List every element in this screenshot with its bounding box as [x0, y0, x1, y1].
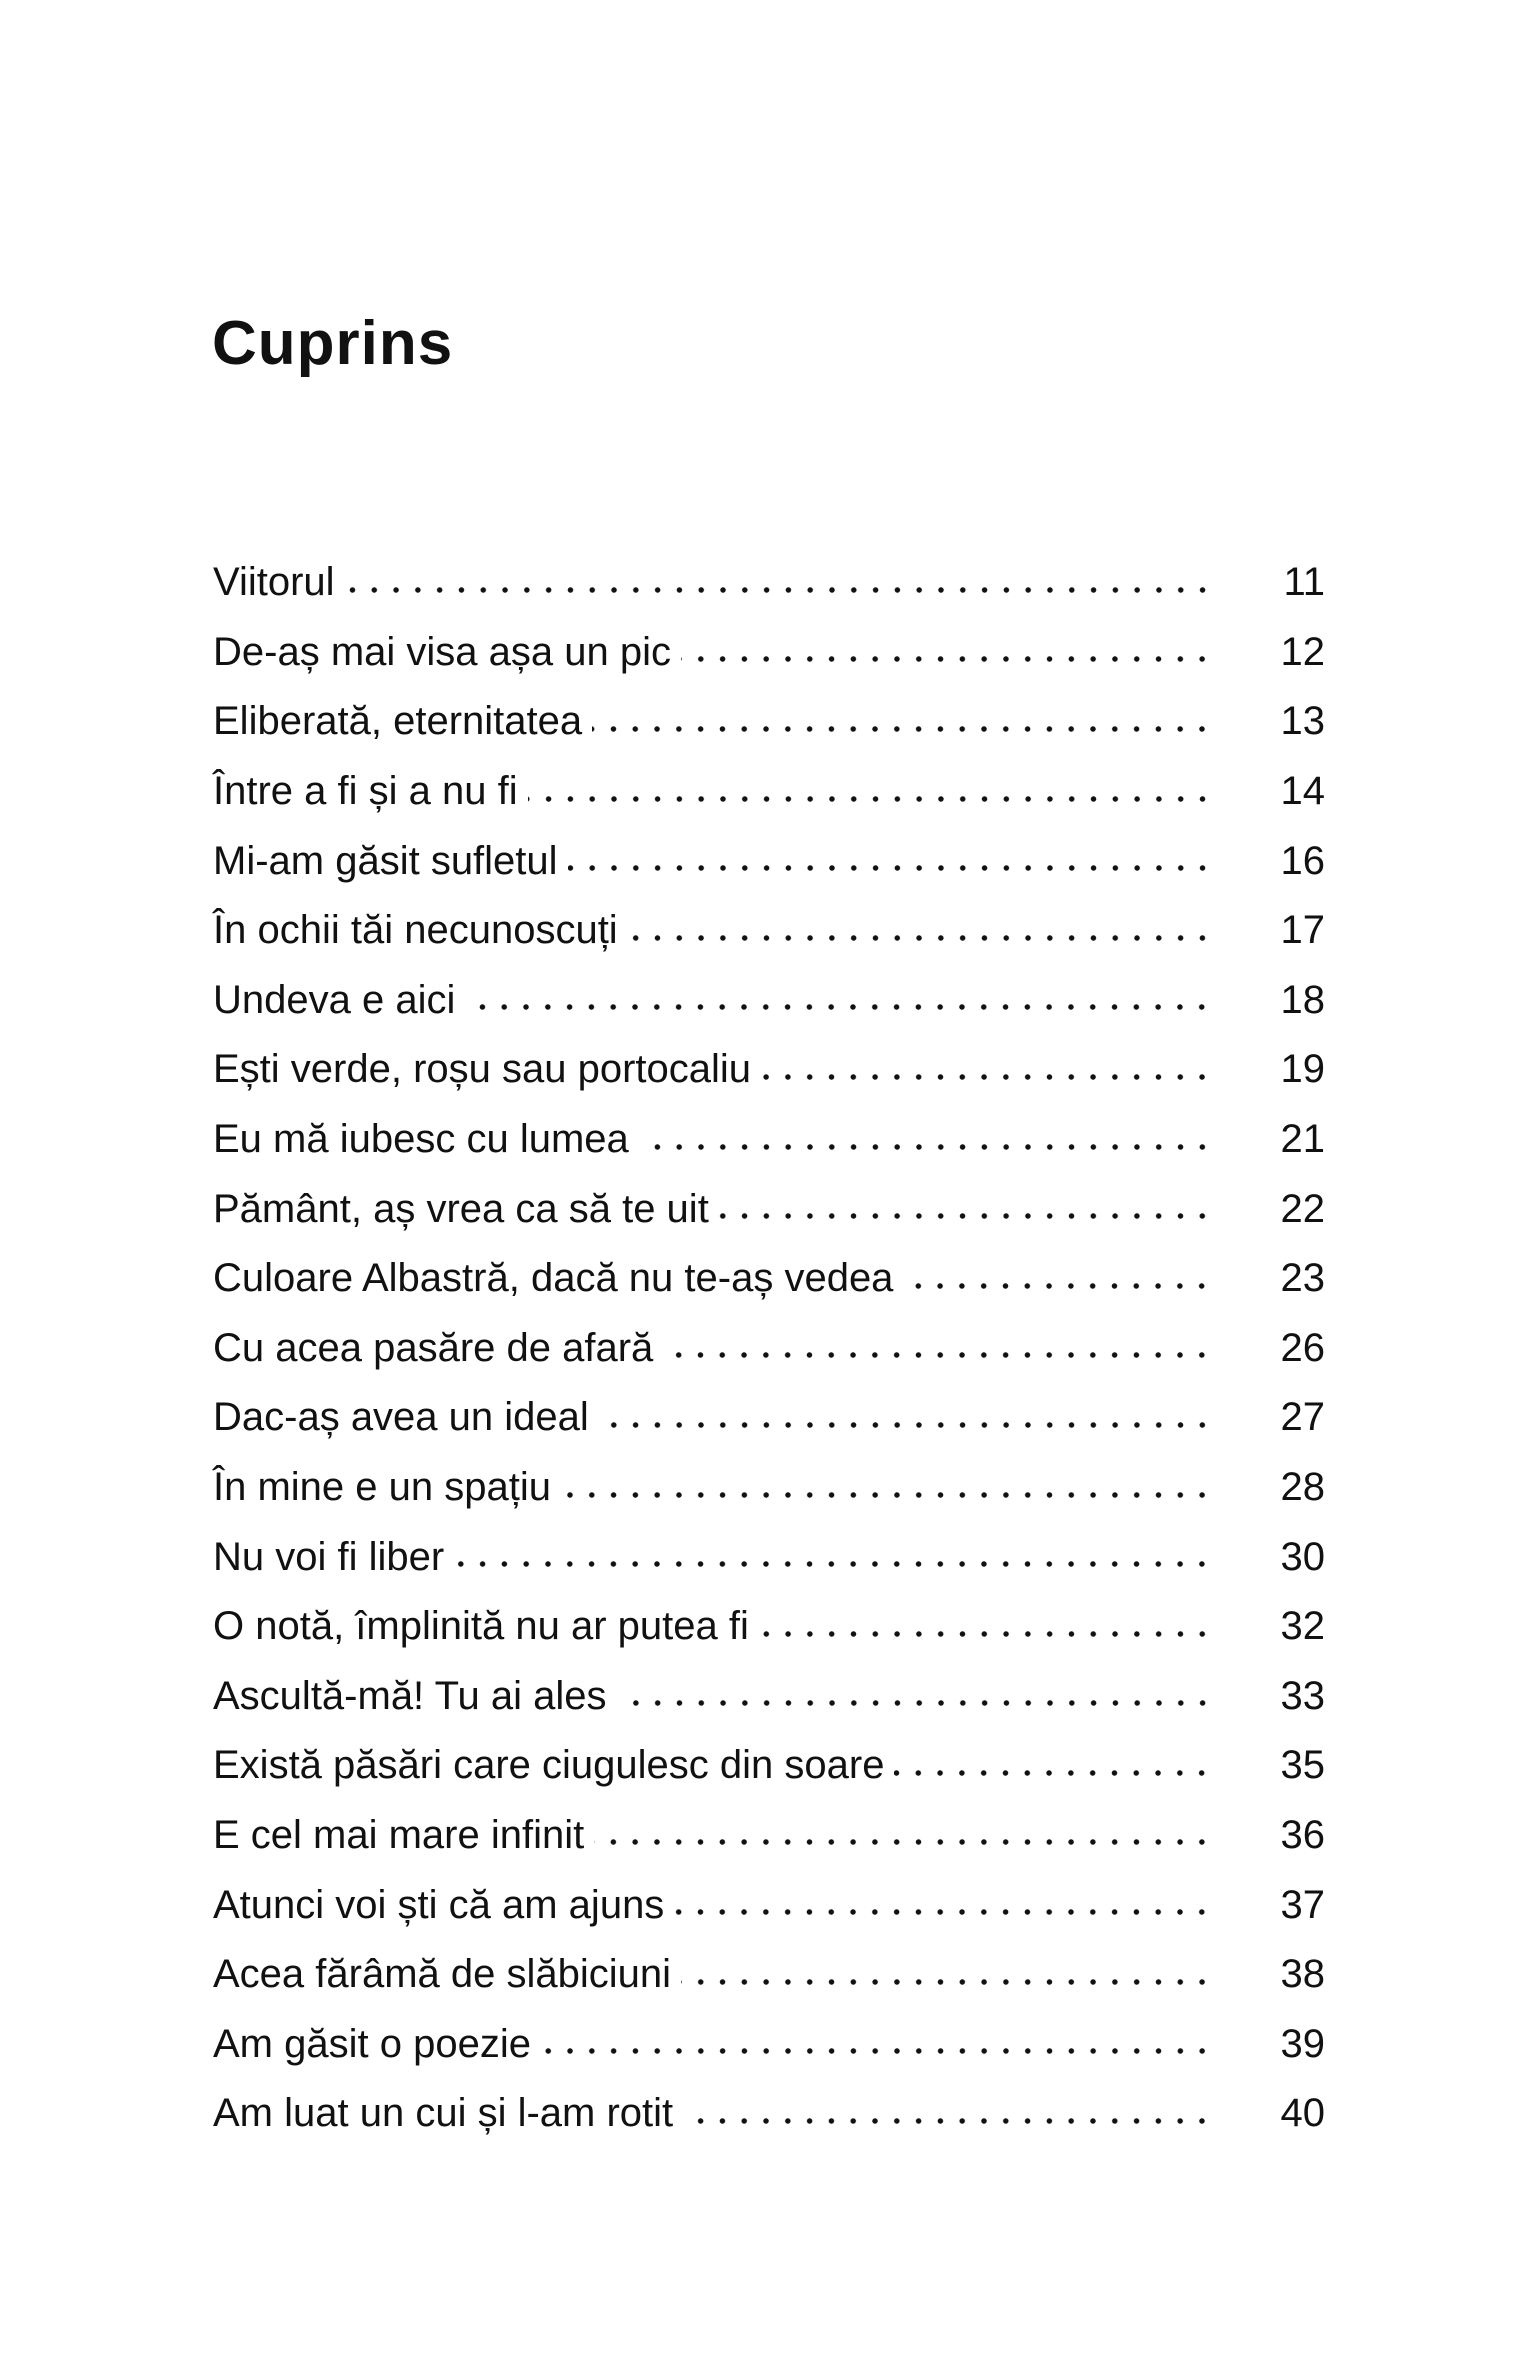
toc-entry-page: 14 [1280, 769, 1325, 814]
dot-leader [568, 848, 1213, 888]
toc-entry-title: Acea fărâmă de slăbiciuni [213, 1952, 672, 1997]
toc-entry [213, 2079, 1325, 2149]
toc-entry-page: 16 [1280, 838, 1325, 883]
dot-leader [683, 2101, 1213, 2141]
toc-entry-page: 13 [1280, 699, 1325, 744]
toc-entry-title: Pământ, aș vrea ca să te uit [213, 1186, 709, 1231]
dot-leader [759, 1614, 1213, 1654]
toc-entry-page: 40 [1280, 2091, 1325, 2136]
dot-leader [528, 779, 1213, 819]
toc-entry-title: Ești verde, roșu sau portocaliu [213, 1047, 752, 1092]
toc-entry-page: 30 [1280, 1534, 1325, 1579]
dot-leader [628, 918, 1213, 958]
dot-leader [674, 1892, 1213, 1932]
toc-entry-page: 19 [1280, 1047, 1325, 1092]
dot-leader [681, 1962, 1213, 2002]
dot-leader [617, 1683, 1214, 1723]
toc-entry-page: 28 [1280, 1465, 1325, 1510]
toc-entry [213, 2009, 1325, 2079]
toc-entry-page: 37 [1280, 1882, 1325, 1927]
toc-entry-title: Am luat un cui și l-am rotit [213, 2091, 674, 2136]
dot-leader [454, 1544, 1213, 1584]
dot-leader [465, 987, 1213, 1027]
toc-entry [213, 548, 1325, 618]
toc-entry-page: 33 [1280, 1673, 1325, 1718]
toc-entry-title: Nu voi fi liber [213, 1534, 445, 1579]
toc-entry-page: 21 [1280, 1117, 1325, 1162]
toc-entry [213, 1105, 1325, 1175]
toc-entry [213, 618, 1325, 688]
toc-entry-title: Între a fi și a nu fi [213, 769, 518, 814]
toc-entry-page: 35 [1280, 1743, 1325, 1788]
toc-entry-title: Undeva e aici [213, 977, 456, 1022]
toc-entry-title: De-aș mai visa așa un pic [213, 629, 671, 674]
toc-entry [213, 1453, 1325, 1523]
toc-entry [213, 687, 1325, 757]
toc-entry-title: Mi-am găsit sufletul [213, 838, 558, 883]
dot-leader [561, 1475, 1213, 1515]
toc-entry [213, 1383, 1325, 1453]
dot-leader [663, 1335, 1213, 1375]
toc-entry-page: 17 [1280, 908, 1325, 953]
toc-entry-page: 22 [1280, 1186, 1325, 1231]
dot-leader [639, 1127, 1213, 1167]
toc-entry-title: Ascultă-mă! Tu ai ales [213, 1673, 607, 1718]
toc-entry-title: Am găsit o poezie [213, 2021, 531, 2066]
toc-entry-title: Cu acea pasăre de afară [213, 1325, 654, 1370]
toc-entry-page: 27 [1280, 1395, 1325, 1440]
toc-entry-title: Culoare Albastră, dacă nu te-aș vedea [213, 1256, 894, 1301]
toc-entry-title: Eliberată, eternitatea [213, 699, 583, 744]
toc-entry [213, 1314, 1325, 1384]
dot-leader [594, 1822, 1213, 1862]
toc-entry-page: 18 [1280, 977, 1325, 1022]
dot-leader [719, 1196, 1213, 1236]
toc-entry-title: Eu mă iubesc cu lumea [213, 1117, 629, 1162]
page-title: Cuprins [212, 309, 454, 378]
toc-entry [213, 1244, 1325, 1314]
toc-entry-title: Există păsări care ciugulesc din soare [213, 1743, 885, 1788]
table-of-contents [213, 548, 1325, 2149]
toc-entry [213, 896, 1325, 966]
toc-entry-title: E cel mai mare infinit [213, 1812, 585, 1857]
toc-entry [213, 1035, 1325, 1105]
toc-entry-title: În ochii tăi necunoscuți [213, 908, 618, 953]
toc-entry-page: 12 [1280, 629, 1325, 674]
dot-leader [345, 570, 1213, 610]
toc-entry [213, 1801, 1325, 1871]
toc-entry [213, 826, 1325, 896]
toc-entry-title: Atunci voi ști că am ajuns [213, 1882, 665, 1927]
dot-leader [599, 1405, 1213, 1445]
toc-entry [213, 1662, 1325, 1732]
toc-entry [213, 1870, 1325, 1940]
toc-entry [213, 1940, 1325, 2010]
toc-entry-page: 32 [1280, 1604, 1325, 1649]
toc-entry-page: 11 [1283, 560, 1325, 605]
toc-entry-page: 38 [1280, 1952, 1325, 1997]
toc-entry [213, 1522, 1325, 1592]
dot-leader [592, 709, 1213, 749]
toc-entry [213, 1174, 1325, 1244]
toc-entry-title: O notă, împlinită nu ar putea fi [213, 1604, 749, 1649]
toc-entry [213, 1592, 1325, 1662]
dot-leader [894, 1753, 1213, 1793]
toc-entry-title: Viitorul [213, 560, 335, 605]
dot-leader [903, 1266, 1213, 1306]
toc-entry-title: În mine e un spațiu [213, 1465, 551, 1510]
dot-leader [541, 2031, 1213, 2071]
toc-entry-title: Dac-aș avea un ideal [213, 1395, 589, 1440]
toc-entry-page: 23 [1280, 1256, 1325, 1301]
toc-entry-page: 39 [1280, 2021, 1325, 2066]
toc-entry-page: 36 [1280, 1812, 1325, 1857]
toc-entry [213, 966, 1325, 1036]
toc-entry [213, 1731, 1325, 1801]
toc-entry-page: 26 [1280, 1325, 1325, 1370]
dot-leader [761, 1057, 1213, 1097]
dot-leader [681, 639, 1213, 679]
toc-entry [213, 757, 1325, 827]
